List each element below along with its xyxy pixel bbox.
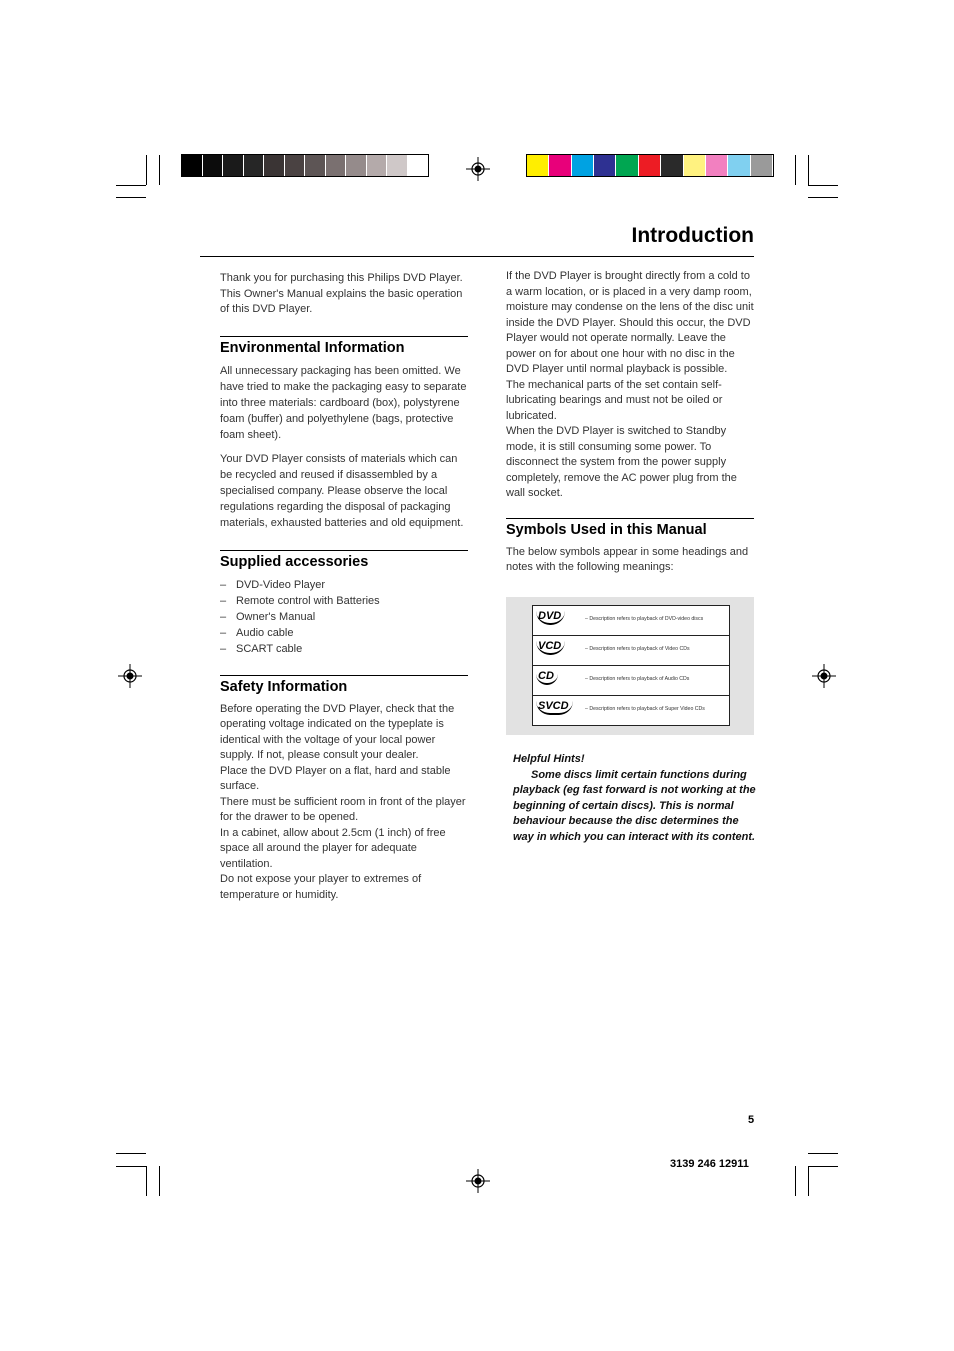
symbol-row-svcd [533,696,729,725]
title-rule [200,256,754,257]
color-swatch [706,155,727,176]
registration-mark-left-icon [118,664,142,688]
accessories-list [220,577,470,657]
color-swatch [305,155,325,176]
color-swatch [203,155,223,176]
section-rule [220,550,468,551]
registration-mark-top-icon [466,157,490,181]
color-swatch [639,155,660,176]
grayscale-calibration-bar [181,154,429,177]
color-swatch [549,155,570,176]
color-swatch [326,155,346,176]
safety-paragraph-1: Before operating the DVD Player, check that the operating voltage indicated on the typeplate is identical with the voltage of your local power supply. If not, please consult your dealer. [220,702,455,762]
color-swatch [346,155,366,176]
symbol-description: – Description refers to playback of Super Video CDs [585,706,705,712]
symbols-box [506,597,754,735]
color-swatch [751,155,772,176]
env-paragraph-1: All unnecessary packaging has been omitted. We have tried to make the packaging easy to separate into three materials: cardboard (box), polystyrene foam (buffer) and polyethylene (bags, protective foam sheet). [220,364,467,442]
color-swatch [728,155,749,176]
dvd-logo-icon: DVD [536,610,565,625]
document-number: 3139 246 12911 [670,1158,749,1170]
color-swatch [387,155,407,176]
page-number: 5 [748,1114,755,1126]
env-paragraph-2: Your DVD Player consists of materials which can be recycled and reused if disassembled by a specialised company. Please observe the local regulations regarding the disposal of packaging materials, exhausted batteries and old equipment. [220,452,464,530]
safety-paragraph-5: Do not expose your player to extremes of temperature or humidity. [220,873,422,901]
vcd-logo-icon: VCD [536,640,565,655]
registration-mark-bottom-icon [466,1169,490,1193]
symbols-intro: The below symbols appear in some headings and notes with the following meanings: [506,545,749,573]
moisture-paragraph: If the DVD Player is brought directly from a cold to a warm location, or is placed in a very damp room, moisture may condense on the lens of the disc unit inside the DVD Player. Should this occur, the DVD Player would not operate normally. Leave the power on for about one hour with no disc in the DVD Player until normal playback is possible. [506,270,754,375]
color-swatch [661,155,682,176]
color-swatch [223,155,243,176]
list-item: – DVD-Video Player [220,578,326,591]
list-item: – SCART cable [220,642,303,655]
list-item: – Remote control with Batteries [220,594,380,607]
symbol-description: – Description refers to playback of Audio CDs [585,676,690,682]
symbol-row-vcd [533,636,729,666]
symbol-row-dvd [533,606,729,636]
color-swatch [527,155,548,176]
symbol-description: – Description refers to playback of Video CDs [585,646,690,652]
safety-paragraph-2: Place the DVD Player on a flat, hard and stable surface. [220,764,451,793]
color-swatch [572,155,593,176]
color-swatch [182,155,202,176]
left-column [220,271,470,903]
section-heading-symbols: Symbols Used in this Manual [506,521,707,538]
section-heading-accessories: Supplied accessories [220,553,369,570]
color-swatch [594,155,615,176]
color-swatch [616,155,637,176]
section-heading-safety: Safety Information [220,678,348,695]
color-calibration-bar [526,154,774,177]
svcd-logo-icon: SVCD [536,700,573,715]
list-item: – Owner's Manual [220,610,316,623]
section-heading-environmental: Environmental Information [220,339,405,356]
section-rule [220,336,468,337]
symbol-description: – Description refers to playback of DVD-video discs [585,616,704,622]
page-title: Introduction [631,224,754,247]
right-column [506,269,756,576]
cd-logo-icon: CD [536,670,558,685]
section-rule [220,675,468,676]
color-swatch [367,155,387,176]
color-swatch [684,155,705,176]
color-swatch [244,155,264,176]
bearings-paragraph: The mechanical parts of the set contain self-lubricating bearings and must not be oiled or lubricated. [506,378,723,422]
color-swatch [264,155,284,176]
symbols-table [532,605,730,726]
color-swatch [408,155,428,176]
hints-body: Some discs limit certain functions during playback (eg fast forward is not working at the beginning of certain discs). This is normal behaviour because the disc determines the way in which you can interact with its content. [513,768,756,843]
symbol-row-cd [533,666,729,696]
safety-paragraph-3: There must be sufficient room in front of the player for the drawer to be opened. [220,795,466,824]
intro-paragraph: Thank you for purchasing this Philips DVD Player. This Owner's Manual explains the basic operation of this DVD Player. [220,272,463,315]
registration-mark-right-icon [812,664,836,688]
safety-paragraph-4: In a cabinet, allow about 2.5cm (1 inch) of free space all around the player for adequate ventilation. [220,826,446,870]
standby-paragraph: When the DVD Player is switched to Standby mode, it is still consuming some power. To disconnect the system from the power supply completely, remove the AC power plug from the wall socket. [506,425,737,499]
list-item: – Audio cable [220,626,294,639]
color-swatch [285,155,305,176]
hints-title: Helpful Hints! [513,753,585,765]
helpful-hints [513,752,758,845]
section-rule [506,518,754,519]
